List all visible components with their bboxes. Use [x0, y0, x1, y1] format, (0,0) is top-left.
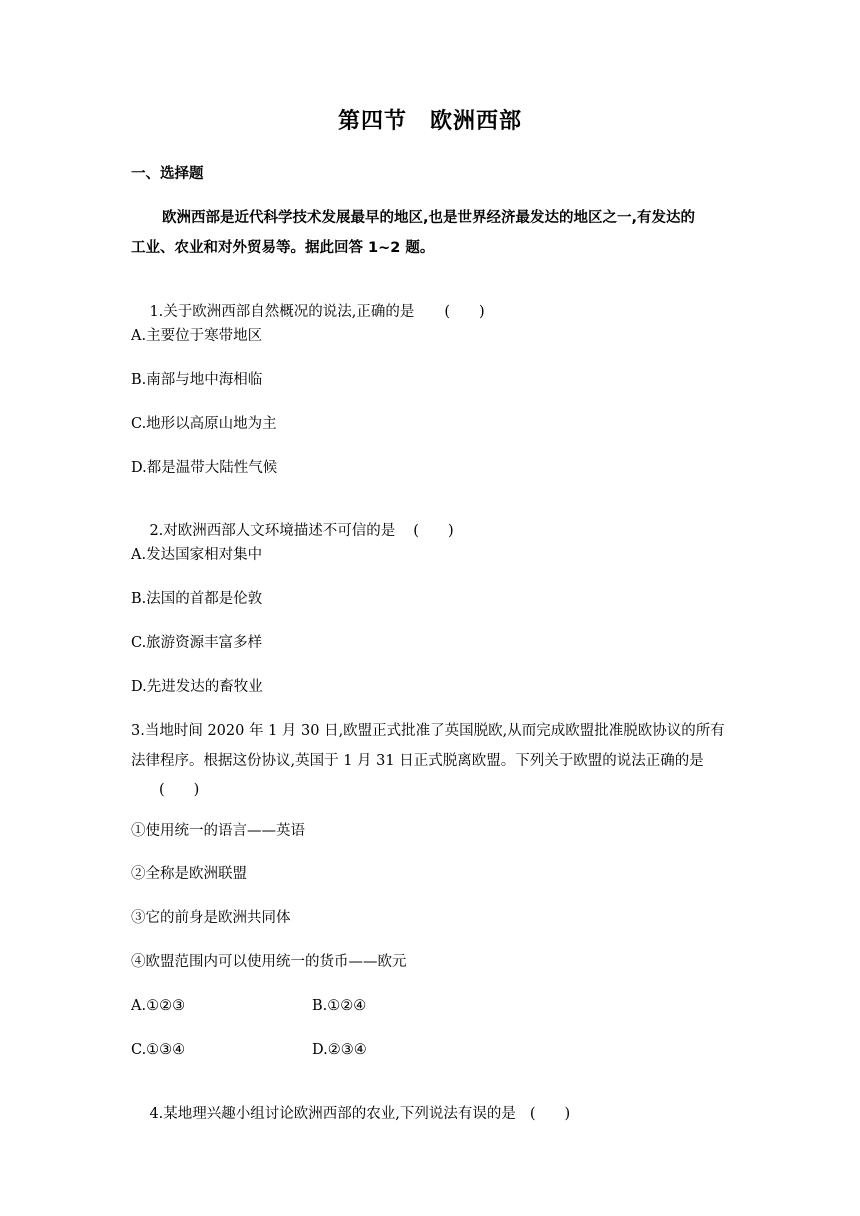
question-1-option-b: B.南部与地中海相临 — [131, 372, 263, 388]
question-3-stem-line-1: 3.当地时间 2020 年 1 月 30 日,欧盟正式批准了英国脱欧,从而完成欧盟批准脱欧协议的所有 — [131, 723, 725, 739]
question-stem-text: 4.某地理兴趣小组讨论欧洲西部的农业,下列说法有误的是 — [149, 1106, 516, 1122]
intro-line-2: 工业、农业和对外贸易等。据此回答 1~2 题。 — [131, 240, 435, 256]
question-3-option-c: C.①③④ — [131, 1042, 186, 1058]
question-3-option-b: B.①②④ — [312, 998, 367, 1014]
page-title: 第四节 欧洲西部 — [337, 109, 522, 134]
section-heading: 一、选择题 — [131, 166, 204, 182]
answer-blank: ( ) — [413, 523, 454, 539]
question-2-option-a: A.发达国家相对集中 — [131, 547, 263, 563]
question-3-statement-4: ④欧盟范围内可以使用统一的货币——欧元 — [131, 954, 407, 970]
question-2-option-d: D.先进发达的畜牧业 — [131, 679, 263, 695]
question-stem-text: 1.关于欧洲西部自然概况的说法,正确的是 — [149, 304, 415, 320]
question-1-option-d: D.都是温带大陆性气候 — [131, 460, 278, 476]
question-3-stem-line-2: 法律程序。根据这份协议,英国于 1 月 31 日正式脱离欧盟。下列关于欧盟的说法正确的是 — [131, 753, 704, 769]
question-1-option-c: C.地形以高原山地为主 — [131, 416, 277, 432]
question-3-statement-3: ③它的前身是欧洲共同体 — [131, 910, 291, 926]
question-3-statement-1: ①使用统一的语言——英语 — [131, 823, 305, 839]
question-3-option-d: D.②③④ — [312, 1042, 367, 1058]
question-2-option-c: C.旅游资源丰富多样 — [131, 635, 263, 651]
answer-blank: ( ) — [529, 1106, 571, 1122]
answer-blank: ( ) — [159, 782, 200, 798]
question-stem-text: 2.对欧洲西部人文环境描述不可信的是 — [149, 523, 396, 539]
question-4-stem — [131, 1084, 570, 1144]
answer-blank: ( ) — [444, 304, 485, 320]
question-3-statement-2: ②全称是欧洲联盟 — [131, 866, 247, 882]
question-1-option-a: A.主要位于寒带地区 — [131, 328, 263, 344]
question-2-option-b: B.法国的首都是伦敦 — [131, 591, 263, 607]
question-3-option-a: A.①②③ — [131, 998, 186, 1014]
intro-line-1: 欧洲西部是近代科学技术发展最早的地区,也是世界经济最发达的地区之一,有发达的 — [162, 210, 696, 226]
